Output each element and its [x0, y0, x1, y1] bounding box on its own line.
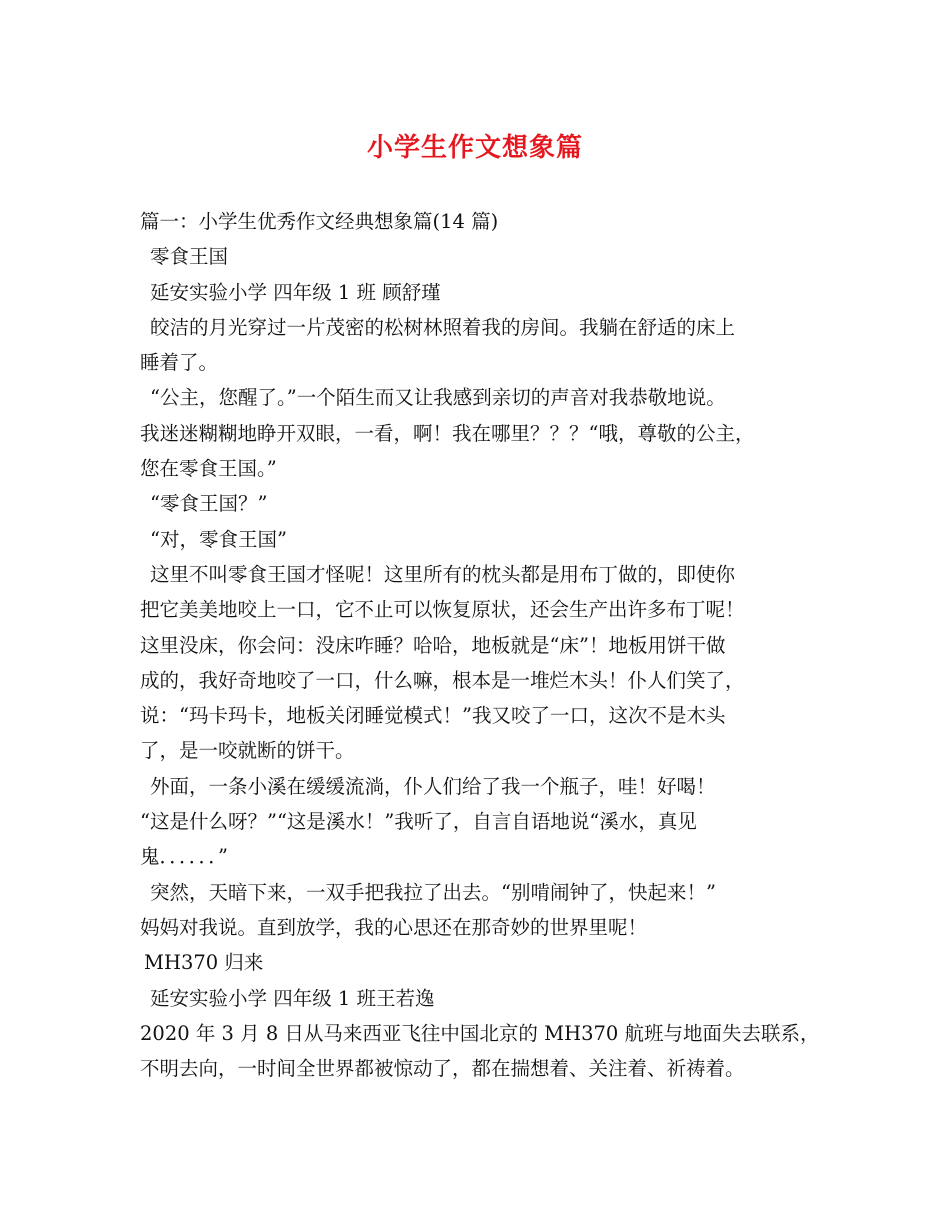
paragraph-line: “零食王国？”	[150, 492, 268, 516]
paragraph-line: “这是什么呀？”“这是溪水！”我听了，自言自语地说“溪水，真见	[140, 810, 697, 834]
document-title: 小学生作文想象篇	[366, 133, 583, 163]
paragraph-line: 不明去向，一时间全世界都被惊动了，都在揣想着、关注着、祈祷着。	[140, 1057, 745, 1081]
essay-author: 延安实验小学 四年级 1 班 顾舒瑾	[150, 280, 441, 304]
essay-author: 延安实验小学 四年级 1 班王若逸	[150, 986, 435, 1010]
paragraph-line: 睡着了。	[140, 351, 219, 375]
paragraph-line: 皎洁的月光穿过一片茂密的松树林照着我的房间。我躺在舒适的床上	[150, 315, 736, 339]
paragraph-line: 了，是一咬就断的饼干。	[140, 739, 355, 763]
paragraph-line: “对，零食王国”	[150, 527, 287, 551]
paragraph-line: 我迷迷糊糊地睁开双眼，一看，啊！我在哪里？？？“哦，尊敬的公主，	[140, 421, 755, 445]
paragraph-line: 把它美美地咬上一口，它不止可以恢复原状，还会生产出许多布丁呢！	[140, 598, 745, 622]
essay-title: MH370 归来	[144, 951, 264, 975]
document-body	[140, 204, 830, 1086]
paragraph-line: 2020 年 3 月 8 日从马来西亚飞往中国北京的 MH370 航班与地面失去联系，	[140, 1021, 820, 1045]
paragraph-line: 您在零食王国。”	[140, 457, 277, 481]
paragraph-line: 这里没床，你会问：没床咋睡？哈哈，地板就是“床”！地板用饼干做	[140, 633, 726, 657]
essay-title: 零食王国	[150, 245, 229, 269]
paragraph-line: 外面，一条小溪在缓缓流淌，仆人们给了我一个瓶子，哇！好喝！	[150, 774, 716, 798]
paragraph-line: 说：“玛卡玛卡，地板关闭睡觉模式！”我又咬了一口，这次不是木头	[140, 704, 726, 728]
paragraph-line: “公主，您醒了。”一个陌生而又让我感到亲切的声音对我恭敬地说。	[150, 386, 726, 410]
paragraph-line: 鬼．．．．．．”	[140, 845, 228, 869]
paragraph-line: 突然，天暗下来，一双手把我拉了出去。“别啃闹钟了，快起来！”	[150, 880, 716, 904]
paragraph-line: 这里不叫零食王国才怪呢！这里所有的枕头都是用布丁做的，即使你	[150, 562, 736, 586]
paragraph-line: 妈妈对我说。直到放学，我的心思还在那奇妙的世界里呢！	[140, 915, 648, 939]
section-heading: 篇一：小学生优秀作文经典想象篇(14 篇)	[140, 210, 499, 233]
paragraph-line: 成的，我好奇地咬了一口，什么嘛，根本是一堆烂木头！仆人们笑了，	[140, 668, 745, 692]
